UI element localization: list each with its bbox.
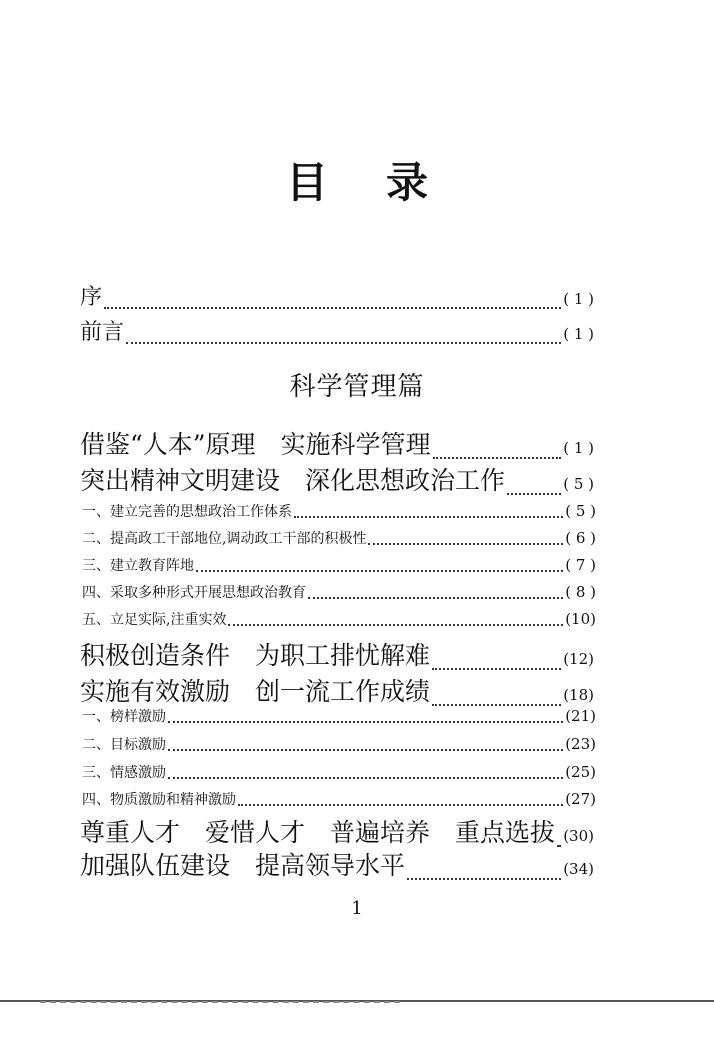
leader-dots: [368, 543, 563, 545]
toc-subentry[interactable]: [80, 705, 596, 728]
toc-entry-page: ( 8 ): [565, 583, 596, 601]
toc-entry-preface[interactable]: [80, 283, 594, 314]
toc-entry-page: (27): [565, 790, 596, 808]
toc-entry-label: 尊重人才 爱惜人才 普遍培养 重点选拔: [80, 818, 556, 847]
toc-entry-label: 实施有效激励 创一流工作成绩: [80, 677, 431, 706]
toc-entry-label: 加强队伍建设 提高领导水平: [80, 851, 406, 880]
page-number: 1: [351, 898, 363, 919]
toc-entry-label: 积极创造条件 为职工排忧解难: [80, 641, 431, 670]
leader-dots: [168, 721, 563, 723]
title-char-2: 录: [386, 158, 429, 207]
toc-entry[interactable]: [80, 465, 594, 500]
toc-entry-page: ( 1 ): [563, 290, 594, 308]
toc-entry-label: 四、物质激励和精神激励: [82, 792, 236, 808]
toc-entry-label: 突出精神文明建设 深化思想政治工作: [80, 466, 506, 495]
toc-entry-page: ( 5 ): [565, 502, 596, 520]
title-char-1: 目: [285, 158, 328, 207]
toc-entry-page: ( 7 ): [565, 556, 596, 574]
leader-dots: [308, 597, 563, 599]
toc-entry-page: ( 1 ): [563, 439, 594, 457]
leader-dots: [294, 516, 563, 518]
leader-dots: [433, 457, 562, 459]
toc-entry-page: (23): [565, 735, 596, 753]
toc-entry-label: 借鉴“人本”原理 实施科学管理: [80, 430, 431, 459]
leader-dots: [104, 307, 561, 309]
toc-subentry[interactable]: [80, 527, 596, 550]
toc-subentry[interactable]: [80, 500, 596, 523]
toc-subentry[interactable]: [80, 581, 596, 604]
toc-subentry[interactable]: [80, 554, 596, 577]
toc-entry-label: 三、建立教育阵地: [82, 558, 194, 574]
leader-dots: [432, 668, 561, 670]
toc-entry-label: 五、立足实际,注重实效: [82, 612, 227, 628]
toc-subentry[interactable]: [80, 761, 596, 784]
toc-entry[interactable]: [80, 850, 594, 885]
toc-entry-label: 一、建立完善的思想政治工作体系: [82, 504, 292, 520]
toc-entry-page: (12): [563, 650, 594, 668]
toc-entry-foreword[interactable]: [80, 318, 594, 349]
toc-entry-label: 三、情感激励: [82, 765, 166, 781]
toc-entry-label: 二、提高政工干部地位,调动政工干部的积极性: [82, 531, 367, 547]
leader-dots: [168, 777, 563, 779]
toc-entry[interactable]: [80, 429, 594, 464]
leader-dots: [238, 804, 563, 806]
toc-entry[interactable]: [80, 817, 594, 852]
toc-entry-page: (21): [565, 707, 596, 725]
toc-entry-page: (25): [565, 763, 596, 781]
toc-entry-page: (10): [565, 610, 596, 628]
toc-entry-page: ( 5 ): [563, 475, 594, 493]
toc-entry-label: 二、目标激励: [82, 737, 166, 753]
toc-entry-page: ( 6 ): [565, 529, 596, 547]
toc-subentry[interactable]: [80, 733, 596, 756]
toc-entry[interactable]: [80, 640, 594, 675]
footer-rule-dashed: [40, 1001, 400, 1003]
toc-entry-page: (18): [563, 686, 594, 704]
toc-entry-page: ( 1 ): [563, 325, 594, 343]
leader-dots: [196, 570, 563, 572]
page-title: [0, 158, 714, 208]
leader-dots: [507, 493, 561, 495]
toc-entry-label: 四、采取多种形式开展思想政治教育: [82, 585, 306, 601]
toc-entry-label: 前言: [80, 320, 125, 345]
leader-dots: [407, 878, 561, 880]
toc-subentry[interactable]: [80, 608, 596, 631]
toc-entry-label: 一、榜样激励: [82, 709, 166, 725]
leader-dots: [557, 845, 561, 847]
toc-entry-page: (34): [563, 860, 594, 878]
toc-subentry[interactable]: [80, 788, 596, 811]
toc-entry-label: 序: [80, 285, 103, 310]
section-heading: 科学管理篇: [289, 372, 425, 402]
leader-dots: [168, 749, 563, 751]
leader-dots: [126, 342, 561, 344]
leader-dots: [228, 624, 563, 626]
toc-entry-page: (30): [563, 827, 594, 845]
